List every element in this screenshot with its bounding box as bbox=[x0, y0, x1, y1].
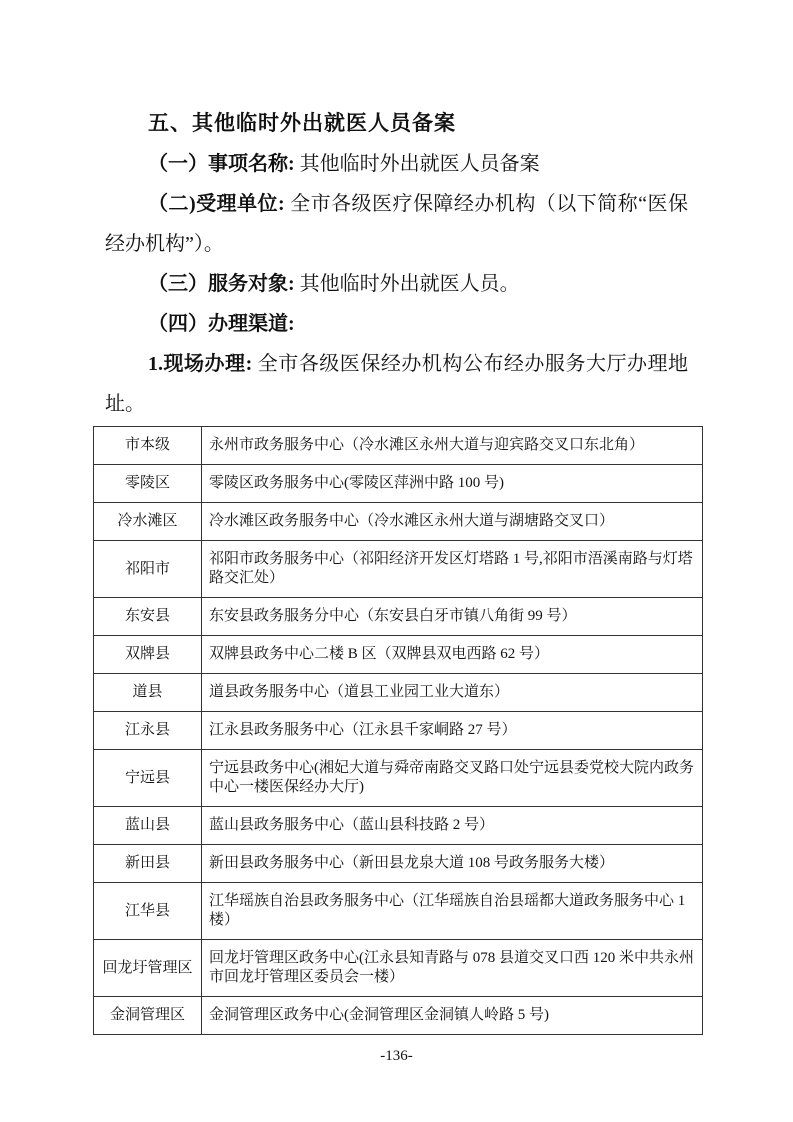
region-cell: 新田县 bbox=[94, 845, 202, 883]
service-locations-table-body bbox=[94, 427, 703, 1035]
address-cell: 蓝山县政务服务中心（蓝山县科技路 2 号） bbox=[202, 807, 703, 845]
table-row bbox=[94, 598, 703, 636]
paragraph-channels bbox=[105, 304, 688, 344]
table-row bbox=[94, 750, 703, 807]
table-row bbox=[94, 465, 703, 503]
region-cell: 双牌县 bbox=[94, 636, 202, 674]
document-content bbox=[93, 104, 703, 1035]
region-cell: 回龙圩管理区 bbox=[94, 940, 202, 997]
region-cell: 零陵区 bbox=[94, 465, 202, 503]
onsite-text: 全市各级医保经办机构公布经办服务大厅办理地址。 bbox=[105, 353, 689, 415]
address-cell: 道县政务服务中心（道县工业园工业大道东） bbox=[202, 674, 703, 712]
paragraph-onsite bbox=[105, 344, 688, 424]
address-cell: 祁阳市政务服务中心（祁阳经济开发区灯塔路 1 号,祁阳市浯溪南路与灯塔路交汇处） bbox=[202, 541, 703, 598]
section-heading: 五、其他临时外出就医人员备案 bbox=[148, 112, 456, 135]
paragraph-accepting-unit bbox=[105, 184, 688, 264]
address-cell: 双牌县政务中心二楼 B 区（双牌县双电西路 62 号） bbox=[202, 636, 703, 674]
region-cell: 蓝山县 bbox=[94, 807, 202, 845]
region-cell: 祁阳市 bbox=[94, 541, 202, 598]
paragraph-item-name bbox=[105, 144, 688, 184]
channels-label: （四）办理渠道: bbox=[148, 313, 295, 335]
address-cell: 零陵区政务服务中心(零陵区萍洲中路 100 号) bbox=[202, 465, 703, 503]
address-cell: 宁远县政务中心(湘妃大道与舜帝南路交叉路口处宁远县委党校大院内政务中心一楼医保经办大厅) bbox=[202, 750, 703, 807]
region-cell: 江华县 bbox=[94, 883, 202, 940]
table-row bbox=[94, 503, 703, 541]
service-locations-table bbox=[93, 426, 703, 1035]
region-cell: 金洞管理区 bbox=[94, 997, 202, 1035]
address-cell: 金洞管理区政务中心(金洞管理区金洞镇人岭路 5 号) bbox=[202, 997, 703, 1035]
region-cell: 市本级 bbox=[94, 427, 202, 465]
table-row bbox=[94, 845, 703, 883]
table-row bbox=[94, 427, 703, 465]
region-cell: 江永县 bbox=[94, 712, 202, 750]
address-cell: 新田县政务服务中心（新田县龙泉大道 108 号政务服务大楼） bbox=[202, 845, 703, 883]
table-row bbox=[94, 940, 703, 997]
service-target-label: （三）服务对象: bbox=[148, 273, 300, 295]
address-cell: 永州市政务服务中心（冷水滩区永州大道与迎宾路交叉口东北角） bbox=[202, 427, 703, 465]
table-row bbox=[94, 883, 703, 940]
service-target-text: 其他临时外出就医人员。 bbox=[299, 273, 520, 295]
accepting-unit-text: 全市各级医疗保障经办机构（以下简称“医保经办机构”）。 bbox=[105, 193, 688, 255]
address-cell: 江永县政务服务中心（江永县千家峒路 27 号） bbox=[202, 712, 703, 750]
address-cell: 回龙圩管理区政务中心(江永县知青路与 078 县道交叉口西 120 米中共永州市回龙圩管理区委员会一楼） bbox=[202, 940, 703, 997]
region-cell: 道县 bbox=[94, 674, 202, 712]
address-cell: 东安县政务服务分中心（东安县白牙市镇八角街 99 号） bbox=[202, 598, 703, 636]
table-row bbox=[94, 807, 703, 845]
item-name-label: （一）事项名称: bbox=[148, 153, 300, 175]
page-number: -136- bbox=[380, 1048, 413, 1064]
region-cell: 东安县 bbox=[94, 598, 202, 636]
table-row bbox=[94, 674, 703, 712]
onsite-label: 1.现场办理: bbox=[148, 353, 258, 375]
accepting-unit-label: （二)受理单位: bbox=[148, 193, 291, 215]
address-cell: 江华瑶族自治县政务服务中心（江华瑶族自治县瑶都大道政务服务中心 1 楼） bbox=[202, 883, 703, 940]
table-row bbox=[94, 712, 703, 750]
region-cell: 冷水滩区 bbox=[94, 503, 202, 541]
table-row bbox=[94, 997, 703, 1035]
paragraph-service-target bbox=[105, 264, 688, 304]
table-row bbox=[94, 636, 703, 674]
region-cell: 宁远县 bbox=[94, 750, 202, 807]
table-row bbox=[94, 541, 703, 598]
item-name-text: 其他临时外出就医人员备案 bbox=[299, 153, 540, 175]
address-cell: 冷水滩区政务服务中心（冷水滩区永州大道与湖塘路交叉口） bbox=[202, 503, 703, 541]
